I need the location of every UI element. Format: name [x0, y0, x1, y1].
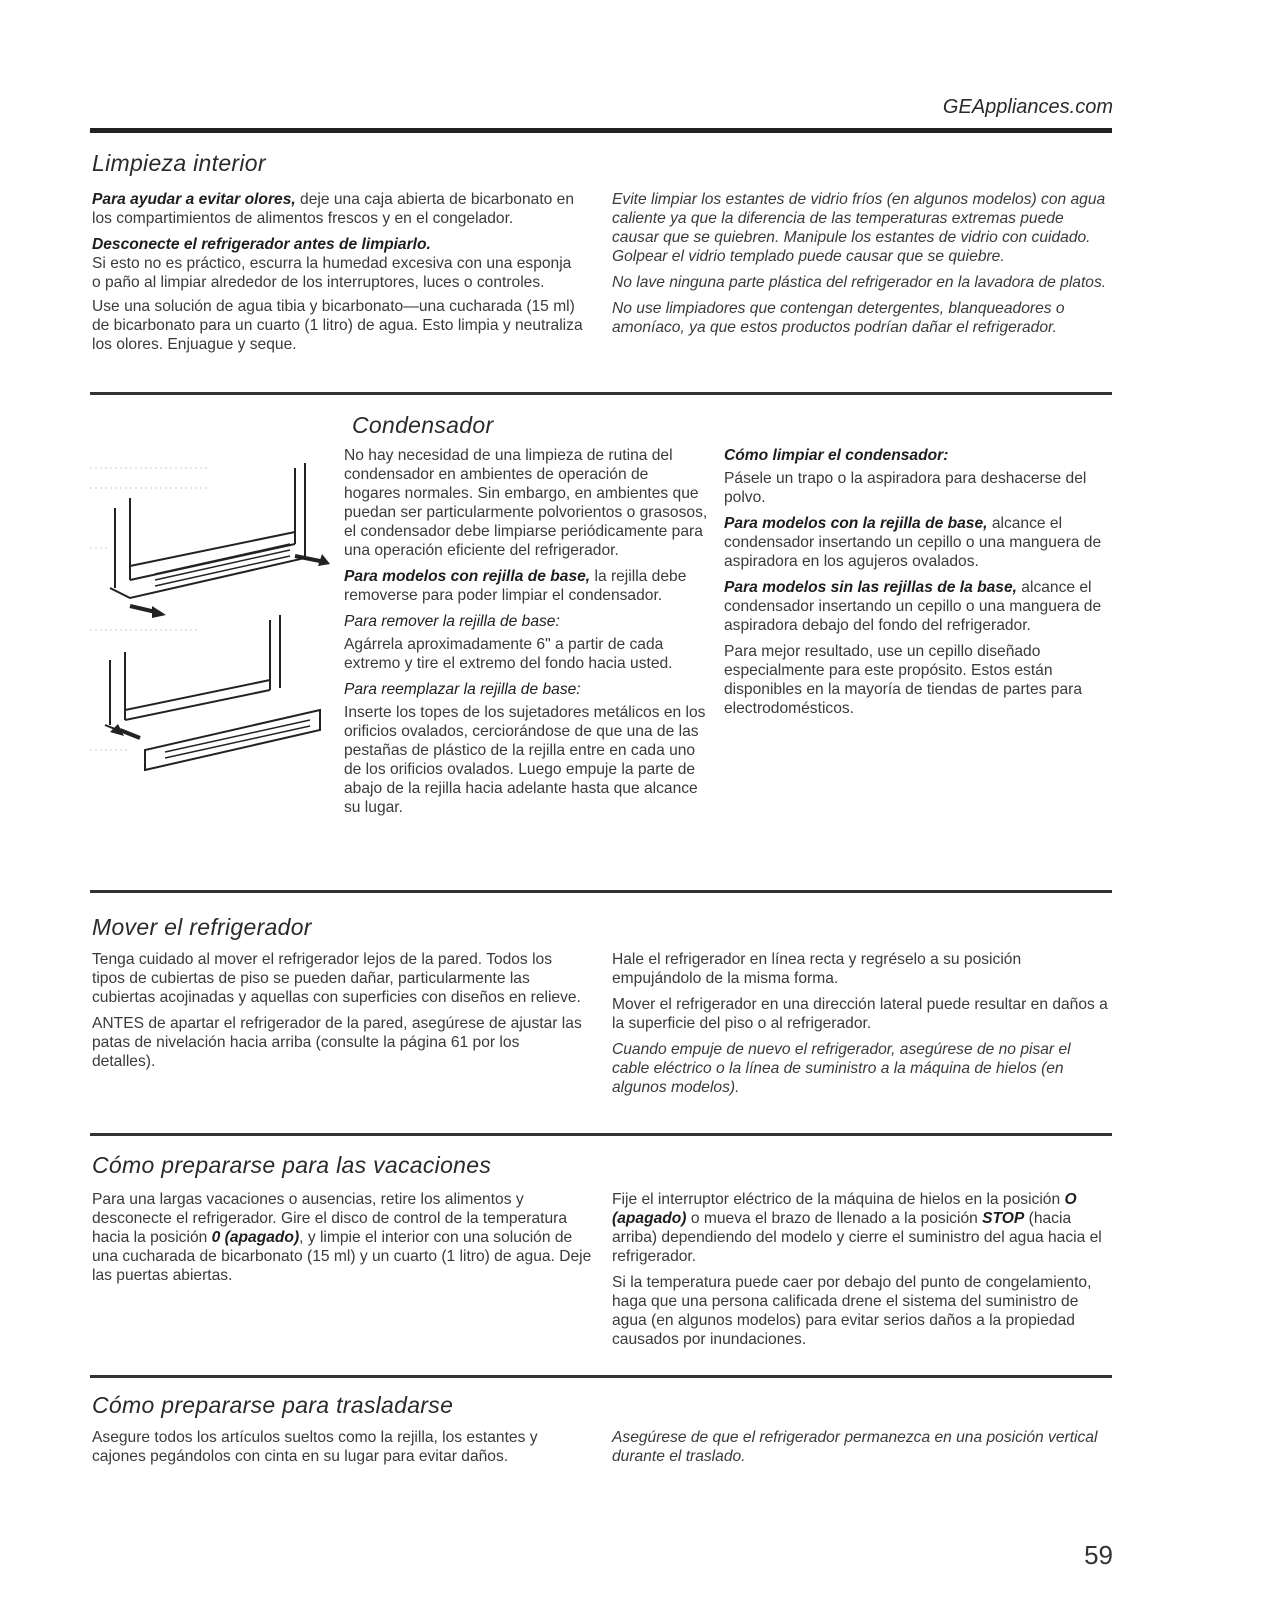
condensador-heading-reemplazar: Para reemplazar la rejilla de base: [344, 681, 581, 698]
section-title-mover: Mover el refrigerador [92, 914, 312, 940]
limpieza-para-2 [92, 235, 584, 292]
limpieza-p2-lead: Desconecte el refrigerador antes de limpiarlo. [92, 236, 431, 253]
condensador-para-4: Inserte los topes de los sujetadores metálicos en los orificios ovalados, cerciorándose de que una de las pestañas de plástico de la rejilla entre en cada uno de los orificios ovalados. Luego empuje la parte de abajo de la rejilla hacia adelante hasta que alcance su lugar. [344, 704, 706, 816]
limpieza-p2-rest: Si esto no es práctico, escurra la humedad excesiva con una esponja o paño al limpiar alrededor de los interruptores, luces o controles. [92, 255, 572, 291]
limpieza-right-column [612, 190, 1112, 344]
base-grille-illustration-top [90, 448, 330, 618]
vacaciones-r1-c: o mueva el brazo de llenado a la posición [686, 1210, 983, 1227]
mover-para-2: ANTES de apartar el refrigerador de la pared, asegúrese de ajustar las patas de nivelación hacia arriba (consulte la página 61 por los detalles). [92, 1015, 582, 1070]
mover-right-column [612, 950, 1112, 1104]
condensador-heading-remover: Para remover la rejilla de base: [344, 613, 560, 630]
section-title-limpieza: Limpieza interior [92, 150, 266, 176]
section-rule-4 [90, 1375, 1112, 1378]
vacaciones-para-1 [92, 1190, 592, 1285]
limpieza-para-3: Use una solución de agua tibia y bicarbonato—una cucharada (15 ml) de bicarbonato para un cuarto (1 litro) de agua. Esto limpia y neutraliza los olores. Enjuague y seque. [92, 298, 583, 353]
mover-right-para-2: Mover el refrigerador en una dirección lateral puede resultar en daños a la superficie del piso o al refrigerador. [612, 996, 1108, 1032]
base-grille-illustration-bottom [90, 610, 330, 780]
limpieza-right-para-2: No lave ninguna parte plástica del refrigerador en la lavadora de platos. [612, 274, 1107, 291]
vacaciones-p1-c: , y limpie el interior con una solución de una cucharada de bicarbonato (15 ml) y un cuarto (1 litro) de agua. Deje las puertas abiertas. [92, 1229, 592, 1284]
mover-right-para-3: Cuando empuje de nuevo el refrigerador, asegúrese de no pisar el cable eléctrico o la línea de suministro a la máquina de hielos (en algunos modelos). [612, 1041, 1071, 1096]
condensador-para-3: Agárrela aproximadamente 6" a partir de cada extremo y tire el extremo del fondo hacia usted. [344, 636, 673, 672]
limpieza-p1-rest: deje una caja abierta de bicarbonato en los compartimientos de alimentos frescos y en el congelador. [92, 191, 574, 227]
limpieza-p1-lead: Para ayudar a evitar olores, [92, 191, 296, 208]
vacaciones-left-column [92, 1190, 592, 1292]
condensador-right-para-4: Para mejor resultado, use un cepillo diseñado especialmente para este propósito. Estos están disponibles en la mayoría de tiendas de partes para electrodomésticos. [724, 643, 1083, 717]
vacaciones-r1-d: STOP [982, 1210, 1025, 1227]
limpieza-para-1 [92, 190, 584, 228]
vacaciones-p1-b: 0 (apagado) [211, 1229, 300, 1246]
mover-right-para-1: Hale el refrigerador en línea recta y regréselo a su posición empujándolo de la misma forma. [612, 951, 1022, 987]
condensador-p2-rest: la rejilla debe removerse para poder limpiar el condensador. [344, 568, 687, 604]
vacaciones-right-para-1 [612, 1190, 1112, 1266]
section-rule-2 [90, 890, 1112, 893]
vacaciones-r1-a: Fije el interruptor eléctrico de la máquina de hielos en la posición [612, 1191, 1065, 1208]
trasladarse-right-column [612, 1428, 1112, 1473]
vacaciones-r1-e: (hacia arriba) dependiendo del modelo y cierre el suministro del agua hacia el refrigerador. [612, 1210, 1102, 1265]
condensador-right-column [724, 446, 1114, 725]
condensador-r2-rest: alcance el condensador insertando un cepillo o una manguera de aspiradora en los agujeros ovalados. [724, 515, 1102, 570]
page-number: 59 [1084, 1540, 1113, 1570]
section-title-condensador: Condensador [352, 412, 494, 438]
section-rule-1 [90, 392, 1112, 395]
limpieza-left-column [92, 190, 584, 361]
limpieza-right-para-3: No use limpiadores que contengan detergentes, blanqueadores o amoníaco, ya que estos productos podrían dañar el refrigerador. [612, 300, 1065, 336]
mover-left-column [92, 950, 584, 1078]
condensador-r3-rest: alcance el condensador insertando un cepillo o una manguera de aspiradora debajo del fondo del refrigerador. [724, 579, 1102, 634]
condensador-r2-lead: Para modelos con la rejilla de base, [724, 515, 988, 532]
site-url: GEAppliances.com [942, 96, 1113, 118]
vacaciones-p1-a: Para una largas vacaciones o ausencias, retire los alimentos y desconecte el refrigerador. Gire el disco de control de la temperatura hacia la posición [92, 1191, 567, 1246]
vacaciones-right-column [612, 1190, 1112, 1356]
limpieza-right-para-1: Evite limpiar los estantes de vidrio fríos (en algunos modelos) con agua caliente ya que la diferencia de las temperaturas extremas puede causar que se quiebren. Manipule los estantes de vidrio con cuidado. Golpear el vidrio templado puede causar que se quiebre. [612, 191, 1106, 265]
condensador-right-para-2 [724, 514, 1114, 571]
section-rule-3 [90, 1133, 1112, 1136]
condensador-r3-lead: Para modelos sin las rejillas de la base, [724, 579, 1017, 596]
condensador-para-1: No hay necesidad de una limpieza de rutina del condensador en ambientes de operación de hogares normales. Sin embargo, en ambientes que puedan ser particularmente polvorientos o grasosos, el condensador debe limpiarse periódicamente para una operación eficiente del refrigerador. [344, 447, 708, 559]
condensador-middle-column [344, 446, 708, 824]
mover-para-1: Tenga cuidado al mover el refrigerador lejos de la pared. Todos los tipos de cubiertas de piso se pueden dañar, particularmente las cubiertas acojinadas y aquellas con superficies con diseños en relieve. [92, 951, 581, 1006]
section-title-vacaciones: Cómo prepararse para las vacaciones [92, 1152, 492, 1178]
condensador-heading-como: Cómo limpiar el condensador: [724, 447, 949, 464]
vacaciones-r1-b: O (apagado) [612, 1191, 1077, 1227]
header-rule [90, 128, 1112, 133]
section-title-trasladarse: Cómo prepararse para trasladarse [92, 1392, 454, 1418]
condensador-para-2 [344, 567, 708, 605]
condensador-right-para-3 [724, 578, 1114, 635]
trasladarse-right-para-1: Asegúrese de que el refrigerador permanezca en una posición vertical durante el traslado. [612, 1429, 1098, 1465]
vacaciones-right-para-2: Si la temperatura puede caer por debajo del punto de congelamiento, haga que una persona calificada drene el sistema del suministro de agua (en algunos modelos) para evitar serios daños a la propiedad causados por inundaciones. [612, 1274, 1092, 1348]
trasladarse-left-column [92, 1428, 584, 1473]
condensador-right-para-1: Pásele un trapo o la aspiradora para deshacerse del polvo. [724, 470, 1087, 506]
condensador-p2-lead: Para modelos con rejilla de base, [344, 568, 591, 585]
trasladarse-para-1: Asegure todos los artículos sueltos como la rejilla, los estantes y cajones pegándolos con cinta en su lugar para evitar daños. [92, 1429, 538, 1465]
